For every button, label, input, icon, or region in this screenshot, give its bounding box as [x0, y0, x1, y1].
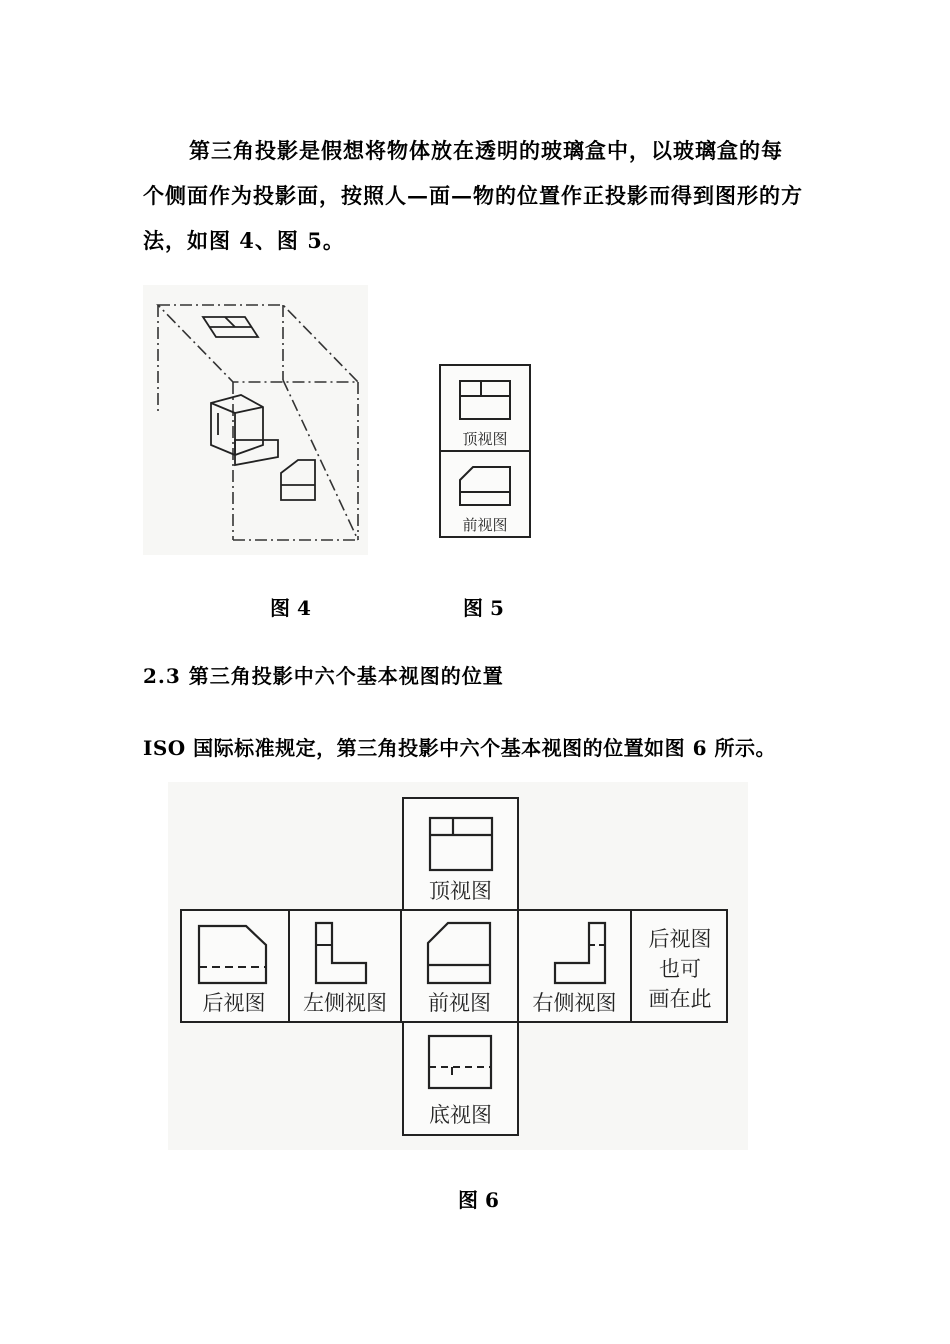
fig6-bottom-view	[402, 1021, 519, 1136]
fig6-front-label: 前视图	[428, 991, 491, 1015]
figure-6-six-views	[168, 782, 748, 1150]
iso-statement: ISO 国际标准规定，第三角投影中六个基本视图的位置如图 6 所示。	[143, 736, 777, 760]
fig6-note-line1: 后视图	[648, 927, 712, 951]
fig6-note-line2: 也可	[659, 957, 701, 981]
section-heading: 2.3 第三角投影中六个基本视图的位置	[143, 664, 504, 688]
fig6-left-view	[290, 909, 402, 1023]
fig5-front-label: 前视图	[462, 516, 508, 534]
fig6-back-view-alt-note	[632, 909, 728, 1023]
fig5-top-view-box	[439, 364, 531, 452]
glass-box-drawing	[143, 285, 368, 555]
fig5-top-view-drawing	[459, 380, 513, 422]
fig6-left-view-drawing	[314, 921, 370, 985]
figure-4-glass-box	[143, 285, 368, 555]
fig5-front-view-box	[439, 450, 531, 538]
fig6-back-view	[180, 909, 290, 1023]
fig6-front-view-drawing	[426, 921, 494, 985]
fig6-left-label: 左侧视图	[303, 991, 387, 1015]
fig6-front-view	[402, 909, 519, 1023]
fig6-top-view-drawing	[429, 817, 495, 873]
fig5-front-view-drawing	[459, 466, 513, 508]
fig6-bottom-view-drawing	[428, 1035, 494, 1091]
caption-figure-5: 图 5	[463, 596, 504, 620]
fig6-right-view-drawing	[553, 921, 609, 985]
intro-paragraph: 第三角投影是假想将物体放在透明的玻璃盒中，以玻璃盒的每个侧面作为投影面，按照人—面—物的位置作正投影而得到图形的方法，如图 4、图 5。	[143, 138, 803, 253]
fig6-right-view	[519, 909, 632, 1023]
caption-figure-4: 图 4	[270, 596, 311, 620]
figure-5-views	[439, 364, 531, 538]
caption-figure-6: 图 6	[458, 1188, 499, 1212]
fig6-top-view	[402, 797, 519, 911]
fig6-back-label: 后视图	[202, 991, 266, 1015]
fig6-note-line3: 画在此	[648, 987, 712, 1011]
fig6-top-label: 顶视图	[429, 879, 492, 903]
fig6-back-view-drawing	[198, 925, 270, 985]
fig6-right-label: 右侧视图	[532, 991, 617, 1015]
fig6-bottom-label: 底视图	[429, 1103, 492, 1127]
fig5-top-label: 顶视图	[462, 430, 508, 448]
